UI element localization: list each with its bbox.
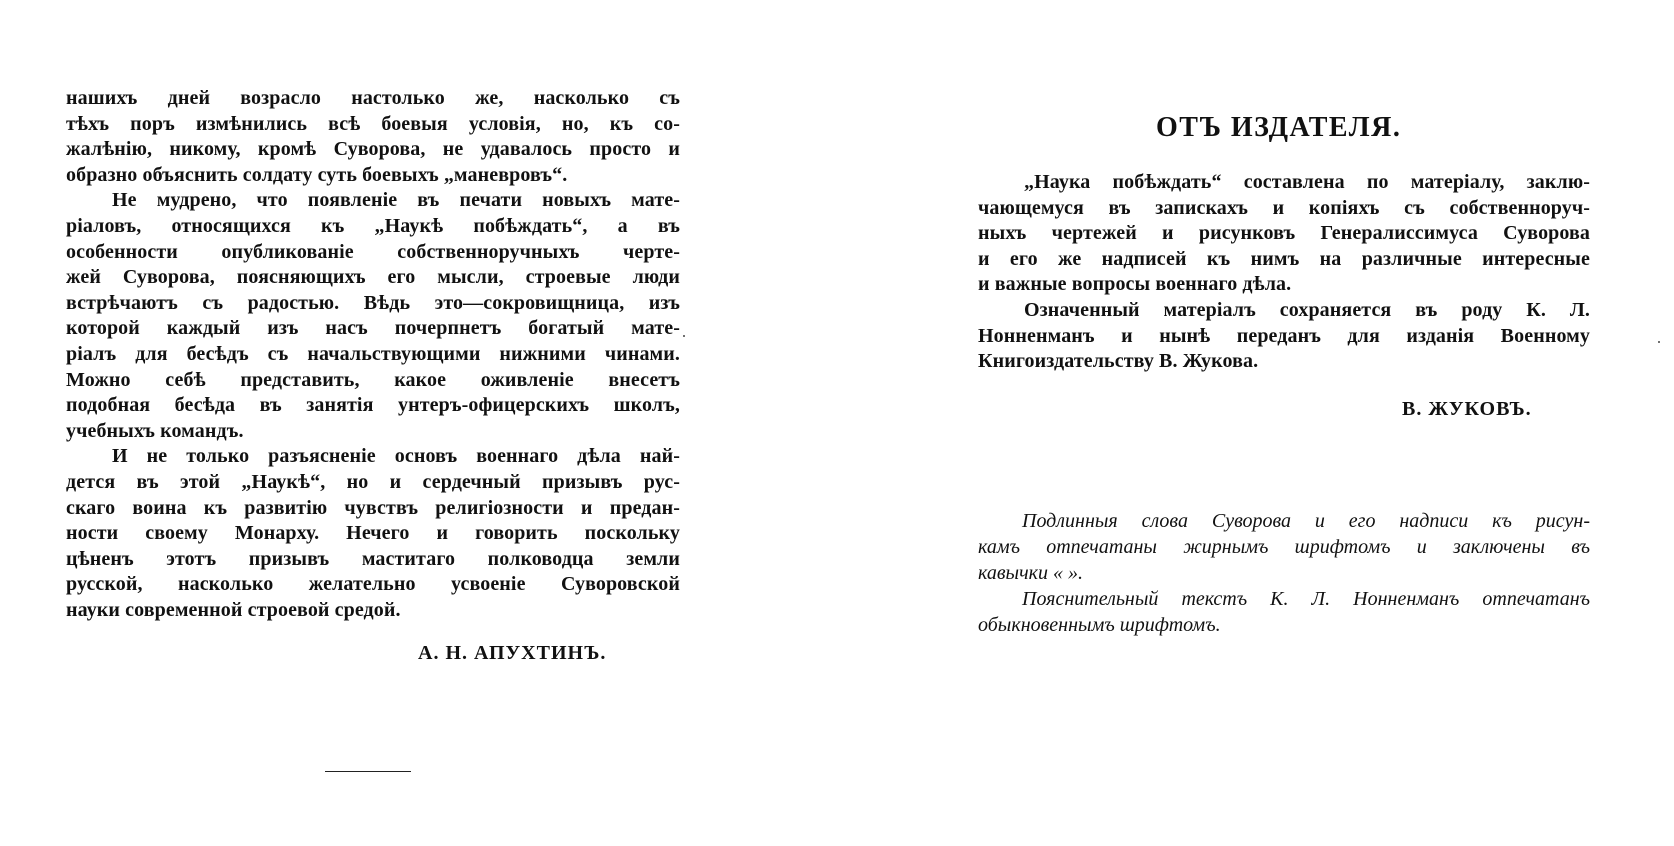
note-line: камъ отпечатаны жирнымъ шрифтомъ и заключены въ <box>978 536 1590 558</box>
text-line: нашихъ дней возрасло настолько же, насколько съ <box>66 87 680 109</box>
page-title: ОТЪ ИЗДАТЕЛЯ. <box>1156 112 1402 143</box>
publisher-signature: В. ЖУКОВЪ. <box>1402 398 1532 420</box>
text-line: чающемуся въ запискахъ и копіяхъ съ собственноруч- <box>978 196 1590 219</box>
text-line: жалѣнію, никому, кромѣ Суворова, не удавалось просто и <box>66 138 680 161</box>
text-line: ности своему Монарху. Нечего и говорить поскольку <box>66 522 680 545</box>
text-line: дется въ этой „Наукѣ“, но и сердечный призывъ рус- <box>66 470 680 493</box>
author-signature: А. Н. АПУХТИНЪ. <box>418 642 607 664</box>
text-line: особенности опубликованіе собственноручныхъ черте- <box>66 240 680 263</box>
text-line: встрѣчаютъ съ радостью. Вѣдь это—сокровищница, изъ <box>66 291 680 314</box>
text-line: русской, насколько желательно усвоеніе Суворовской <box>66 573 680 596</box>
print-speck <box>1658 341 1660 343</box>
text-line: Не мудрено, что появленіе въ печати новыхъ мате- <box>112 189 680 212</box>
text-line: Означенный матеріалъ сохраняется въ роду К. Л. <box>1024 298 1590 321</box>
note-line: обыкновеннымъ шрифтомъ. <box>978 614 1221 636</box>
text-line: учебныхъ командъ. <box>66 419 244 442</box>
text-line: жей Суворова, поясняющихъ его мысли, строевые люди <box>66 266 680 289</box>
note-line: кавычки « ». <box>978 562 1083 584</box>
publisher-note <box>978 170 1590 375</box>
note-line: Подлинныя слова Суворова и его надписи къ рисун- <box>1022 510 1590 532</box>
text-line: Можно себѣ представить, какое оживленіе внесетъ <box>66 368 680 391</box>
text-line: подобная бесѣда въ занятія унтеръ-офицерскихъ школъ, <box>66 394 680 417</box>
text-line: И не только разъясненіе основъ военнаго дѣла най- <box>112 445 680 468</box>
text-line: „Наука побѣждать“ составлена по матеріалу, заклю- <box>1024 171 1590 193</box>
horizontal-rule <box>325 771 411 772</box>
text-line: скаго воина къ развитію чувствъ религіозности и предан- <box>66 496 680 519</box>
text-line: тѣхъ поръ измѣнились всѣ боевыя условія, но, къ со- <box>66 112 680 135</box>
text-line: и важные вопросы военнаго дѣла. <box>978 273 1292 296</box>
text-line: ныхъ чертежей и рисунковъ Генералиссимуса Суворова <box>978 222 1590 245</box>
text-line: Нонненманъ и нынѣ переданъ для изданія Военному <box>978 324 1590 347</box>
text-line: которой каждый изъ насъ почерпнетъ богатый мате- <box>66 317 680 340</box>
text-line: образно объяснить солдату суть боевыхъ „маневровъ“. <box>66 163 568 186</box>
print-speck <box>683 335 685 337</box>
text-line: и его же надписей къ нимъ на различные интересные <box>978 247 1590 270</box>
text-line: науки современной строевой средой. <box>66 598 401 621</box>
note-line: Пояснительный текстъ К. Л. Нонненманъ отпечатанъ <box>1022 588 1590 610</box>
text-line: ріалъ для бесѣдъ съ начальствующими нижними чинами. <box>66 342 680 365</box>
text-line: ріаловъ, относящихся къ „Наукѣ побѣждать“, а въ <box>66 214 680 237</box>
typography-notes <box>978 508 1590 638</box>
left-page <box>66 86 680 623</box>
text-line: цѣненъ этотъ призывъ маститаго полководца земли <box>66 547 680 570</box>
text-line: Книгоиздательству В. Жукова. <box>978 350 1259 373</box>
